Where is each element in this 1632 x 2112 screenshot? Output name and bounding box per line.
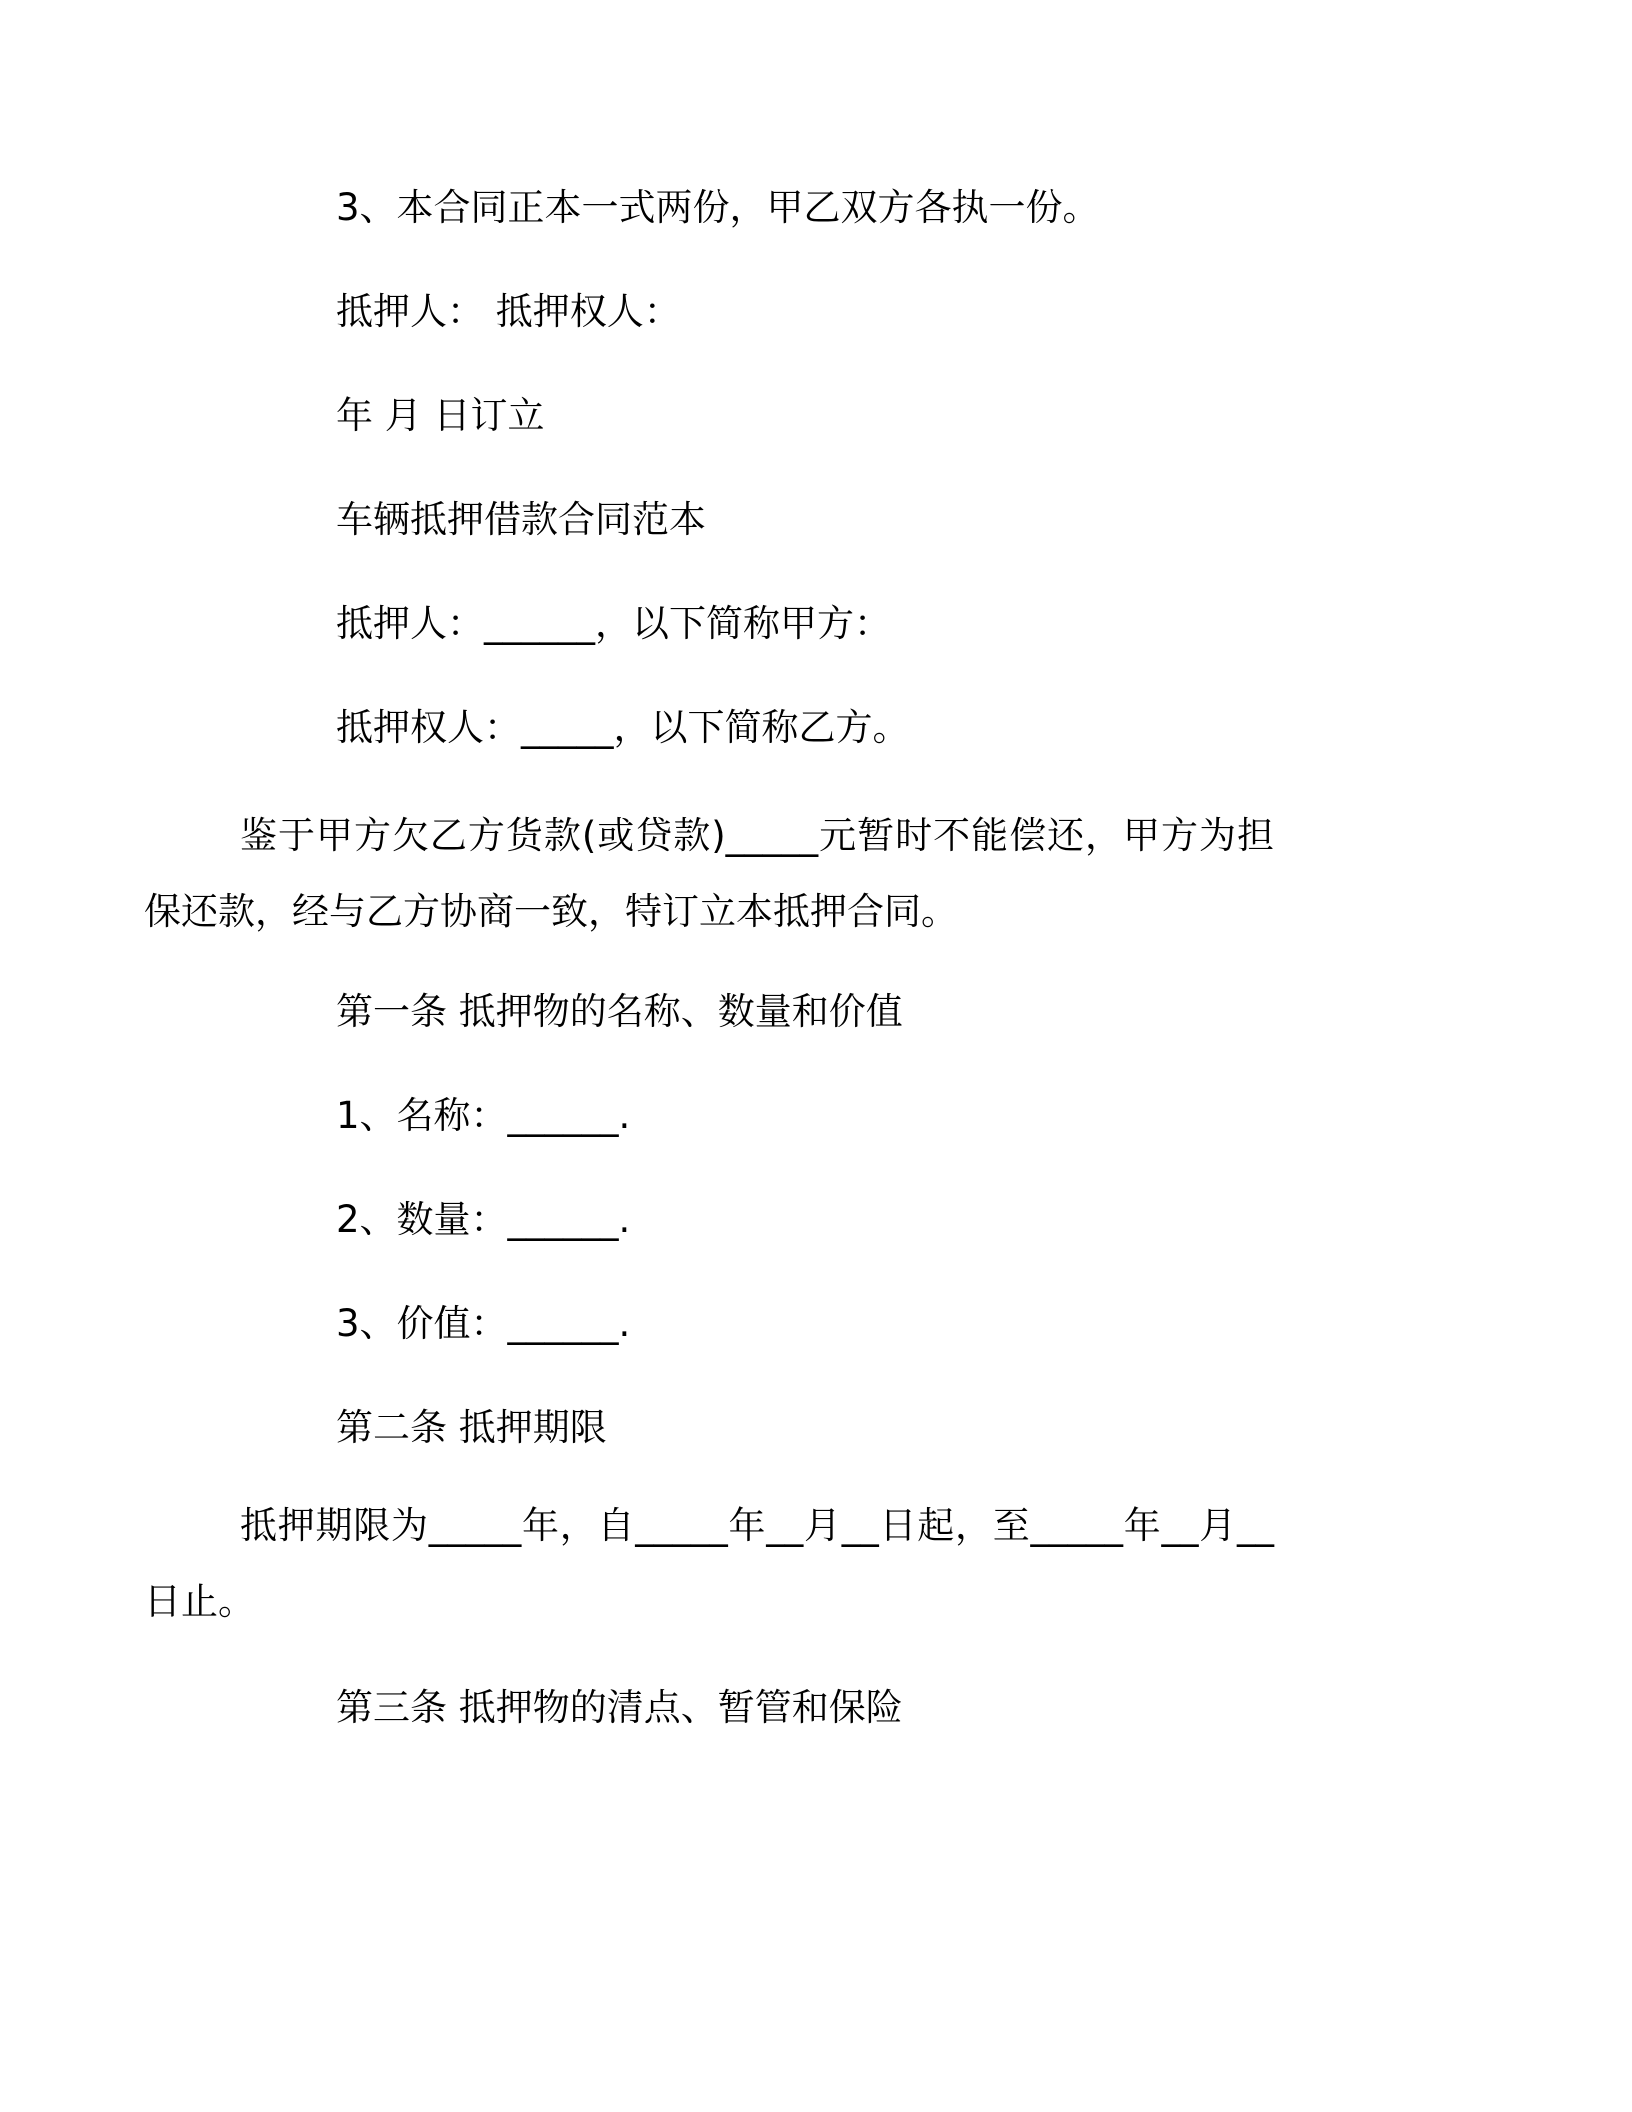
document-title: 车辆抵押借款合同范本 [336,498,706,541]
preamble-text: 鉴于甲方欠乙方货款(或贷款)_____元暂时不能偿还，甲方为担保还款，经与乙方协商一致，特订立本抵押合同。 [144,814,1274,933]
mortgagor-line: 抵押人：______，以下简称甲方： [336,602,891,645]
date-line: 年 月 日订立 [336,394,545,437]
item-quantity: 2、数量：______. [336,1198,631,1241]
signature-line: 抵押人： 抵押权人： [336,290,681,333]
mortgagee-line: 抵押权人：_____，以下简称乙方。 [336,706,910,749]
preamble-paragraph [144,798,1274,950]
article-three-heading: 第三条 抵押物的清点、暂管和保险 [336,1686,903,1729]
article-two-heading: 第二条 抵押期限 [336,1406,607,1449]
article-one-heading: 第一条 抵押物的名称、数量和价值 [336,990,903,1033]
term-text: 抵押期限为_____年，自_____年__月__日起，至_____年__月__日止。 [144,1504,1274,1623]
item-name: 1、名称：______. [336,1094,631,1137]
term-paragraph [144,1488,1274,1640]
contract-copies-clause: 3、本合同正本一式两份，甲乙双方各执一份。 [336,186,1100,229]
item-value: 3、价值：______. [336,1302,631,1345]
